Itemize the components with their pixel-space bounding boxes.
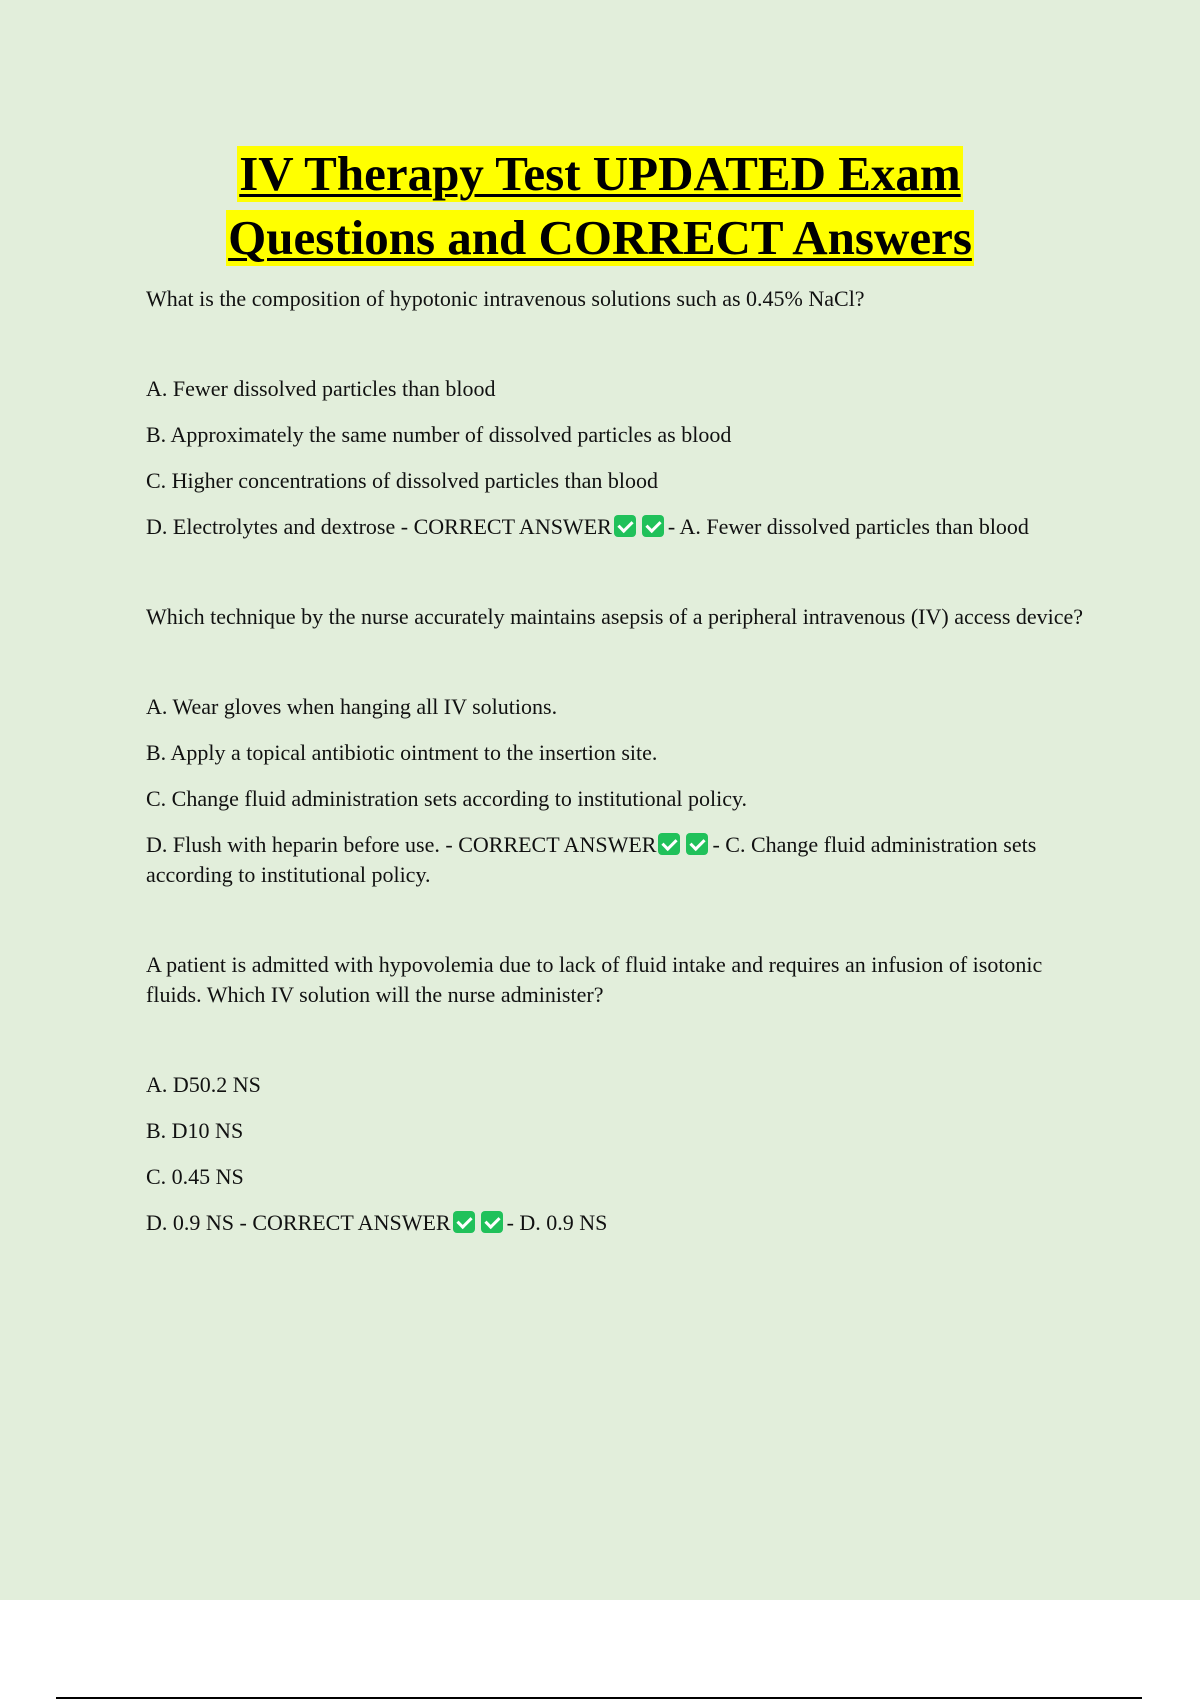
question-text: What is the composition of hypotonic intravenous solutions such as 0.45% NaCl? <box>146 286 865 311</box>
correct-answer: - C. Change fluid administration sets according to institutional policy. <box>146 832 1037 887</box>
question-block <box>146 602 1096 890</box>
option-d: D. 0.9 NS - CORRECT ANSWER <box>146 1210 451 1235</box>
option-b: B. Apply a topical antibiotic ointment to the insertion site. <box>146 740 658 765</box>
check-box-green-icon <box>658 833 680 855</box>
option-c: C. Higher concentrations of dissolved particles than blood <box>146 468 658 493</box>
option-c: C. 0.45 NS <box>146 1164 244 1189</box>
option-d: D. Flush with heparin before use. - CORRECT ANSWER <box>146 832 657 857</box>
option-a: A. Fewer dissolved particles than blood <box>146 376 496 401</box>
options-list <box>146 374 1096 542</box>
option-a: A. Wear gloves when hanging all IV solutions. <box>146 694 558 719</box>
document-title <box>0 146 1200 266</box>
question-text: A patient is admitted with hypovolemia due to lack of fluid intake and requires an infusion of isotonic fluids. Which IV solution will the nurse administer? <box>146 952 1043 1007</box>
option-d: D. Electrolytes and dextrose - CORRECT ANSWER <box>146 514 612 539</box>
options-list <box>146 692 1096 890</box>
question-list <box>146 284 1096 1298</box>
option-a: A. D50.2 NS <box>146 1072 261 1097</box>
options-list <box>146 1070 1096 1238</box>
title-line-1: IV Therapy Test UPDATED Exam <box>239 146 961 201</box>
option-d-with-answer <box>146 1208 1096 1238</box>
question-block <box>146 950 1096 1238</box>
question-block <box>146 284 1096 542</box>
correct-answer: - A. Fewer dissolved particles than blood <box>667 514 1029 539</box>
check-box-green-icon <box>481 1211 503 1233</box>
option-c: C. Change fluid administration sets according to institutional policy. <box>146 786 748 811</box>
check-box-green-icon <box>686 833 708 855</box>
check-box-green-icon <box>614 515 636 537</box>
check-box-green-icon <box>642 515 664 537</box>
option-d-with-answer <box>146 830 1096 890</box>
question-text: Which technique by the nurse accurately maintains asepsis of a peripheral intravenous (IV) access device? <box>146 604 1084 629</box>
check-box-green-icon <box>453 1211 475 1233</box>
footer-divider <box>56 1697 1142 1699</box>
title-line-2: Questions and CORRECT Answers <box>228 210 972 265</box>
option-b: B. D10 NS <box>146 1118 244 1143</box>
option-b: B. Approximately the same number of dissolved particles as blood <box>146 422 732 447</box>
option-d-with-answer <box>146 512 1096 542</box>
correct-answer: - D. 0.9 NS <box>506 1210 608 1235</box>
